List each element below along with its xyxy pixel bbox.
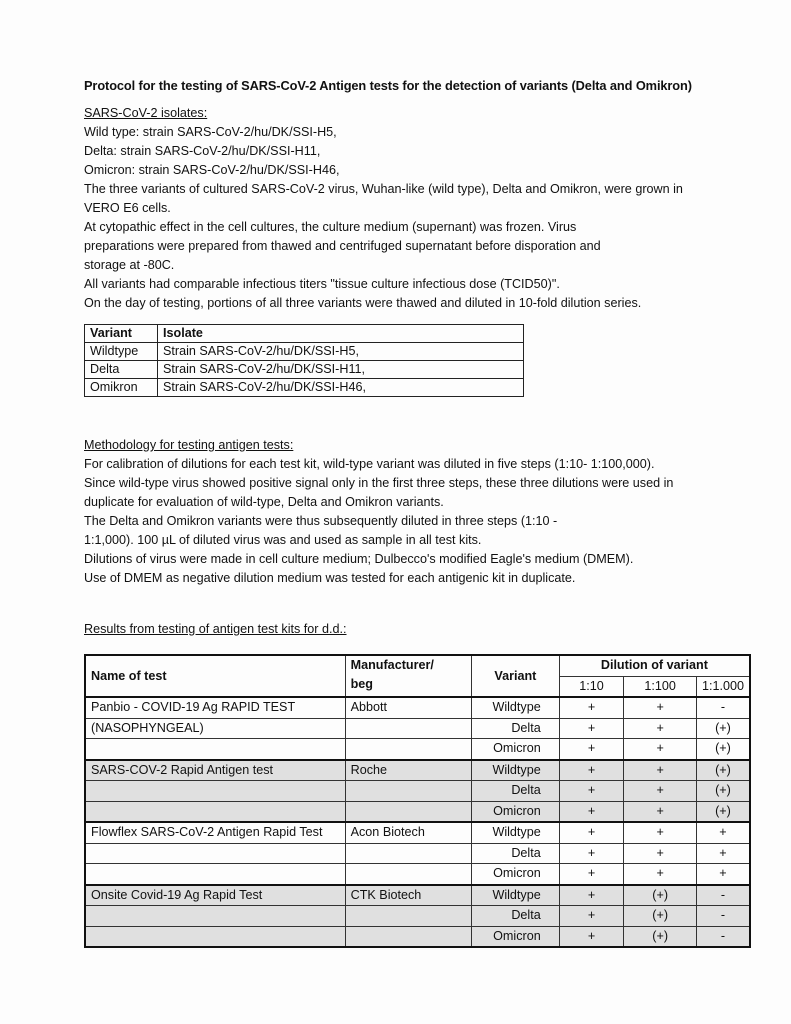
- result-1-1000-cell: (+): [696, 760, 750, 781]
- variant-cell: Delta: [472, 781, 560, 802]
- isolates-line: Wild type: strain SARS-CoV-2/hu/DK/SSI-H5,: [84, 125, 337, 139]
- table-row: [85, 361, 524, 379]
- isolates-table: [84, 324, 524, 397]
- column-header-isolate: Isolate: [158, 325, 524, 343]
- table-row: [85, 718, 750, 739]
- test-name-cell: [85, 739, 345, 760]
- result-1-1000-cell: -: [696, 926, 750, 947]
- isolates-line: All variants had comparable infectious titers "tissue culture infectious dose (TCID50)".: [84, 277, 560, 291]
- result-1-1000-cell: (+): [696, 739, 750, 760]
- isolates-line: At cytopathic effect in the cell cultures, the culture medium (supernant) was frozen. Virus: [84, 220, 577, 234]
- result-1-100-cell: +: [624, 864, 697, 885]
- table-row: [85, 906, 750, 927]
- table-row: [85, 843, 750, 864]
- result-1-10-cell: +: [559, 864, 624, 885]
- result-1-1000-cell: -: [696, 906, 750, 927]
- variant-cell: Omicron: [472, 864, 560, 885]
- manufacturer-cell: [345, 843, 471, 864]
- result-1-100-cell: +: [624, 822, 697, 843]
- manufacturer-cell: Abbott: [345, 697, 471, 718]
- result-1-100-cell: (+): [624, 906, 697, 927]
- result-1-100-cell: +: [624, 718, 697, 739]
- result-1-100-cell: (+): [624, 885, 697, 906]
- test-name-cell: [85, 906, 345, 927]
- table-row: [85, 343, 524, 361]
- result-1-1000-cell: (+): [696, 801, 750, 822]
- test-name-cell: Onsite Covid-19 Ag Rapid Test: [85, 885, 345, 906]
- document-page: [84, 76, 764, 948]
- variant-cell: Delta: [85, 361, 158, 379]
- table-row: [85, 739, 750, 760]
- test-name-cell: Panbio - COVID-19 Ag RAPID TEST: [85, 697, 345, 718]
- table-row: [85, 822, 750, 843]
- methodology-line: Since wild-type virus showed positive signal only in the first three steps, these three dilutions were used in: [84, 476, 674, 490]
- manufacturer-header-line2: beg: [350, 677, 373, 691]
- table-row: [85, 379, 524, 397]
- test-name-cell: [85, 781, 345, 802]
- isolates-line: Delta: strain SARS-CoV-2/hu/DK/SSI-H11,: [84, 144, 321, 158]
- result-1-1000-cell: (+): [696, 781, 750, 802]
- manufacturer-header-line1: Manufacturer/: [350, 658, 434, 672]
- column-header-name: Name of test: [85, 655, 345, 697]
- result-1-100-cell: +: [624, 697, 697, 718]
- isolates-line: preparations were prepared from thawed and centrifuged supernatant before disporation and: [84, 239, 601, 253]
- result-1-10-cell: +: [559, 781, 624, 802]
- table-row: [85, 885, 750, 906]
- manufacturer-cell: [345, 801, 471, 822]
- isolate-cell: Strain SARS-CoV-2/hu/DK/SSI-H46,: [158, 379, 524, 397]
- column-header-variant: Variant: [85, 325, 158, 343]
- result-1-10-cell: +: [559, 843, 624, 864]
- isolates-section: [84, 104, 764, 313]
- result-1-10-cell: +: [559, 926, 624, 947]
- table-row: [85, 697, 750, 718]
- methodology-section: [84, 436, 764, 588]
- result-1-1000-cell: -: [696, 697, 750, 718]
- result-1-100-cell: +: [624, 760, 697, 781]
- result-1-10-cell: +: [559, 718, 624, 739]
- isolates-line: Omicron: strain SARS-CoV-2/hu/DK/SSI-H46,: [84, 163, 340, 177]
- results-table: [84, 654, 751, 948]
- isolates-heading: SARS-CoV-2 isolates:: [84, 106, 208, 120]
- manufacturer-cell: [345, 906, 471, 927]
- isolates-line: storage at -80C.: [84, 258, 175, 272]
- table-row: [85, 801, 750, 822]
- variant-cell: Omicron: [472, 926, 560, 947]
- variant-cell: Omikron: [85, 379, 158, 397]
- result-1-10-cell: +: [559, 906, 624, 927]
- table-header-row: [85, 325, 524, 343]
- result-1-100-cell: (+): [624, 926, 697, 947]
- result-1-1000-cell: +: [696, 822, 750, 843]
- variant-cell: Delta: [472, 718, 560, 739]
- result-1-1000-cell: +: [696, 864, 750, 885]
- column-header-dilution-1-100: 1:100: [624, 676, 697, 697]
- test-name-cell: (NASOPHYNGEAL): [85, 718, 345, 739]
- methodology-line: Dilutions of virus were made in cell culture medium; Dulbecco's modified Eagle's medium (DMEM).: [84, 552, 634, 566]
- methodology-line: Use of DMEM as negative dilution medium was tested for each antigenic kit in duplicate.: [84, 571, 576, 585]
- result-1-10-cell: +: [559, 885, 624, 906]
- column-header-dilution-1-10: 1:10: [559, 676, 624, 697]
- variant-cell: Wildtype: [472, 885, 560, 906]
- manufacturer-cell: [345, 781, 471, 802]
- isolates-line: The three variants of cultured SARS-CoV-2 virus, Wuhan-like (wild type), Delta and Omikron, were grown in: [84, 182, 683, 196]
- isolate-cell: Strain SARS-CoV-2/hu/DK/SSI-H11,: [158, 361, 524, 379]
- results-heading: Results from testing of antigen test kits for d.d.:: [84, 622, 347, 636]
- result-1-10-cell: +: [559, 760, 624, 781]
- variant-cell: Omicron: [472, 801, 560, 822]
- test-name-cell: SARS-COV-2 Rapid Antigen test: [85, 760, 345, 781]
- test-name-cell: Flowflex SARS-CoV-2 Antigen Rapid Test: [85, 822, 345, 843]
- column-header-dilution-1-1000: 1:1.000: [696, 676, 750, 697]
- result-1-10-cell: +: [559, 739, 624, 760]
- table-header-row: [85, 655, 750, 676]
- result-1-1000-cell: -: [696, 885, 750, 906]
- table-row: [85, 781, 750, 802]
- variant-cell: Wildtype: [85, 343, 158, 361]
- methodology-line: 1:1,000). 100 µL of diluted virus was and used as sample in all test kits.: [84, 533, 482, 547]
- manufacturer-cell: Roche: [345, 760, 471, 781]
- variant-cell: Delta: [472, 906, 560, 927]
- result-1-100-cell: +: [624, 781, 697, 802]
- variant-cell: Delta: [472, 843, 560, 864]
- column-header-dilution-group: Dilution of variant: [559, 655, 750, 676]
- table-row: [85, 864, 750, 885]
- test-name-cell: [85, 801, 345, 822]
- isolates-line: On the day of testing, portions of all three variants were thawed and diluted in 10-fold dilution series.: [84, 296, 642, 310]
- variant-cell: Omicron: [472, 739, 560, 760]
- manufacturer-cell: CTK Biotech: [345, 885, 471, 906]
- test-name-cell: [85, 864, 345, 885]
- result-1-100-cell: +: [624, 739, 697, 760]
- document-title: Protocol for the testing of SARS-CoV-2 Antigen tests for the detection of variants (Delta and Omikron): [84, 78, 692, 93]
- result-1-100-cell: +: [624, 843, 697, 864]
- column-header-manufacturer: [345, 655, 471, 697]
- methodology-line: duplicate for evaluation of wild-type, Delta and Omikron variants.: [84, 495, 444, 509]
- result-1-1000-cell: (+): [696, 718, 750, 739]
- isolate-cell: Strain SARS-CoV-2/hu/DK/SSI-H5,: [158, 343, 524, 361]
- table-row: [85, 926, 750, 947]
- column-header-variant: Variant: [472, 655, 560, 697]
- variant-cell: Wildtype: [472, 697, 560, 718]
- test-name-cell: [85, 843, 345, 864]
- variant-cell: Wildtype: [472, 822, 560, 843]
- result-1-10-cell: +: [559, 801, 624, 822]
- methodology-heading: Methodology for testing antigen tests:: [84, 438, 294, 452]
- manufacturer-cell: [345, 926, 471, 947]
- result-1-1000-cell: +: [696, 843, 750, 864]
- manufacturer-cell: Acon Biotech: [345, 822, 471, 843]
- result-1-100-cell: +: [624, 801, 697, 822]
- test-name-cell: [85, 926, 345, 947]
- table-row: [85, 760, 750, 781]
- result-1-10-cell: +: [559, 697, 624, 718]
- isolates-line: VERO E6 cells.: [84, 201, 171, 215]
- methodology-line: For calibration of dilutions for each test kit, wild-type variant was diluted in five steps (1:10- 1:100,000).: [84, 457, 655, 471]
- variant-cell: Wildtype: [472, 760, 560, 781]
- manufacturer-cell: [345, 864, 471, 885]
- methodology-line: The Delta and Omikron variants were thus subsequently diluted in three steps (1:10 -: [84, 514, 558, 528]
- manufacturer-cell: [345, 739, 471, 760]
- manufacturer-cell: [345, 718, 471, 739]
- result-1-10-cell: +: [559, 822, 624, 843]
